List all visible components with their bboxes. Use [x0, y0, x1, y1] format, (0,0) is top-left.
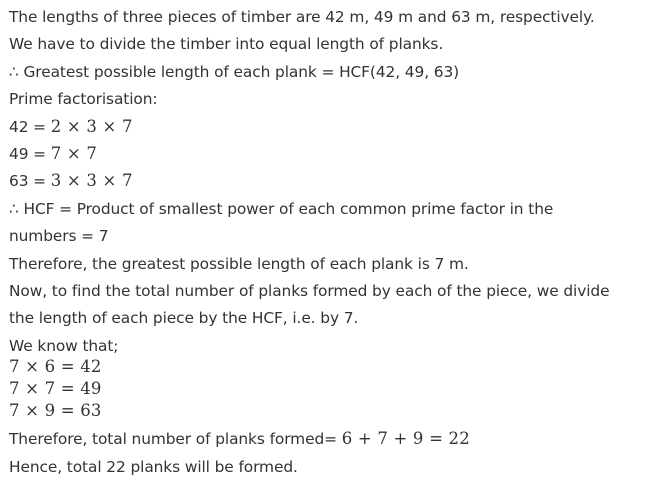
text-line: numbers = 7	[9, 227, 109, 245]
math-expression: 6 + 7 + 9 = 22	[341, 429, 470, 448]
text-line: The lengths of three pieces of timber are 42 m, 49 m and 63 m, respectively.	[9, 8, 595, 26]
text-line: We know that;	[9, 337, 119, 355]
factorisation-lhs: 42 =	[9, 118, 51, 136]
factorisation-line	[9, 117, 133, 137]
math-expression: 7 × 6 = 42	[9, 357, 102, 376]
math-expression: 2 × 3 × 7	[50, 117, 133, 136]
math-expression: 7 × 9 = 63	[9, 401, 102, 420]
conclusion-line: Hence, total 22 planks will be formed.	[9, 458, 298, 476]
factorisation-lhs: 63 =	[9, 172, 51, 190]
text-line: We have to divide the timber into equal length of planks.	[9, 35, 444, 53]
math-expression: 7 × 7	[50, 144, 98, 163]
math-expression: 3 × 3 × 7	[50, 171, 133, 190]
total-label: Therefore, total number of planks formed=	[9, 430, 342, 448]
factorisation-line	[9, 171, 133, 191]
text-line: Therefore, the greatest possible length of each plank is 7 m.	[9, 255, 469, 273]
math-expression: 7 × 7 = 49	[9, 379, 102, 398]
factorisation-lhs: 49 =	[9, 145, 51, 163]
total-line	[9, 429, 470, 449]
text-line: Prime factorisation:	[9, 90, 158, 108]
factorisation-line	[9, 144, 97, 164]
text-line: Now, to find the total number of planks formed by each of the piece, we divide	[9, 282, 610, 300]
text-line: ∴ HCF = Product of smallest power of each common prime factor in the	[9, 200, 554, 218]
text-line: the length of each piece by the HCF, i.e. by 7.	[9, 309, 359, 327]
text-line: ∴ Greatest possible length of each plank = HCF(42, 49, 63)	[9, 63, 460, 81]
